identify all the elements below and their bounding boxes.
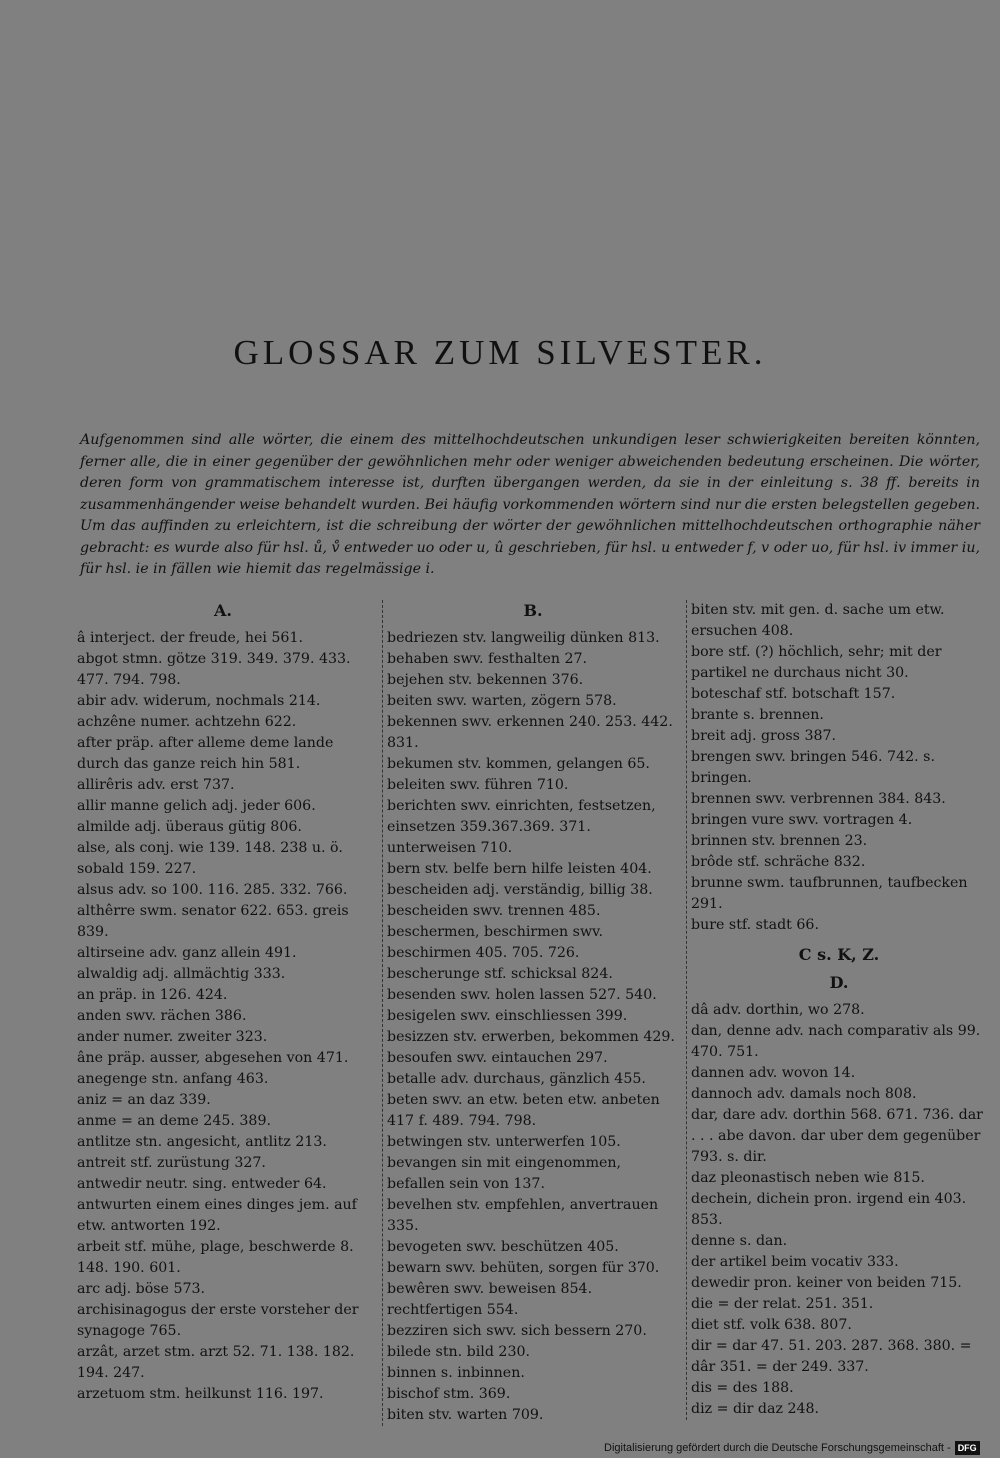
glossary-entry: dannen adv. wovon 14.	[691, 1065, 856, 1081]
glossary-entry: arzetuom stm. heilkunst 116. 197.	[77, 1386, 324, 1402]
glossary-entry: bewarn swv. behüten, sorgen für 370.	[387, 1260, 660, 1276]
glossary-entry: beten swv. an etw. beten etw. anbeten 417 f. 489. 794. 798.	[387, 1092, 660, 1129]
glossary-entry: arzât, arzet stm. arzt 52. 71. 138. 182. 194. 247.	[77, 1344, 355, 1381]
glossary-entry: achzêne numer. achtzehn 622.	[77, 714, 297, 730]
glossary-entry: diet stf. volk 638. 807.	[691, 1317, 852, 1333]
entry-list-b	[387, 628, 679, 1426]
glossary-entry: diz = dir daz 248.	[691, 1401, 820, 1417]
glossary-entry: bescheiden adj. verständig, billig 38.	[387, 882, 653, 898]
glossary-entry: beleiten swv. führen 710.	[387, 777, 569, 793]
glossary-entry: brinnen stv. brennen 23.	[691, 833, 868, 849]
glossary-entry: antlitze stn. angesicht, antlitz 213.	[77, 1134, 327, 1150]
glossary-entry: denne s. dan.	[691, 1233, 788, 1249]
glossary-entry: dechein, dichein pron. irgend ein 403. 853.	[691, 1191, 967, 1228]
glossary-entry: betwingen stv. unterwerfen 105.	[387, 1134, 621, 1150]
glossary-entry: bevangen sin mit eingenommen, befallen sein von 137.	[387, 1155, 622, 1192]
glossary-entry: die = der relat. 251. 351.	[691, 1296, 874, 1312]
glossary-entry: der artikel beim vocativ 333.	[691, 1254, 899, 1270]
glossary-entry: dir = dar 47. 51. 203. 287. 368. 380. = dâr 351. = der 249. 337.	[691, 1338, 972, 1375]
glossary-entry: anme = an deme 245. 389.	[77, 1113, 271, 1129]
glossary-entry: brunne swm. taufbrunnen, taufbecken 291.	[691, 875, 968, 912]
glossary-entry: bescherunge stf. schicksal 824.	[387, 966, 613, 982]
glossary-entry: biten stv. warten 709.	[387, 1407, 544, 1423]
glossary-entry: antreit stf. zurüstung 327.	[77, 1155, 266, 1171]
glossary-entry: altirseine adv. ganz allein 491.	[77, 945, 297, 961]
glossary-entry: brennen swv. verbrennen 384. 843.	[691, 791, 946, 807]
glossary-entry: aniz = an daz 339.	[77, 1092, 211, 1108]
glossary-entry: betalle adv. durchaus, gänzlich 455.	[387, 1071, 646, 1087]
entry-list-c-b	[691, 600, 987, 936]
intro-paragraph: Aufgenommen sind alle wörter, die einem des mittelhochdeutschen unkundigen leser schwierigkeiten bereiten könnten, ferner alle, die in einer gegenüber der gewöhnlichen mehr oder weniger abweichenden bedeutung erscheinen. Die wörter, deren form von grammatischem interesse ist, durften übergangen werden, da sie in der einleitung s. 38 ff. bereits in zusammenhängender weise behandelt wurden. Bei häufig vorkommenden wörtern sind nur die ersten belegstellen gegeben. Um das auffinden zu erleichtern, ist die schreibung der wörter der gewöhnlichen mittelhochdeutschen orthographie näher gebracht: es wurde also für hsl. ů, v̊ entweder uo oder u, û geschrieben, für hsl. u entweder f, v oder uo, für hsl. iv immer iu, für hsl. ie in fällen wie hiemit das regelmässige i.	[80, 432, 980, 577]
glossary-entry: bezziren sich swv. sich bessern 270.	[387, 1323, 647, 1339]
glossary-entry: binnen s. inbinnen.	[387, 1365, 525, 1381]
glossary-entry: beiten swv. warten, zögern 578.	[387, 693, 617, 709]
glossary-entry: bern stv. belfe bern hilfe leisten 404.	[387, 861, 652, 877]
glossary-entry: brante s. brennen.	[691, 707, 824, 723]
glossary-entry: allir manne gelich adj. jeder 606.	[77, 798, 316, 814]
glossary-entry: bringen vure swv. vortragen 4.	[691, 812, 913, 828]
glossary-entry: dan, denne adv. nach comparativ als 99. 470. 751.	[691, 1023, 981, 1060]
glossary-entry: dar, dare adv. dorthin 568. 671. 736. dar . . . abe davon. dar uber dem gegenüber 793. s. dir.	[691, 1107, 983, 1165]
glossary-entry: anden swv. rächen 386.	[77, 1008, 247, 1024]
glossary-column-b	[382, 600, 679, 1426]
glossary-entry: an präp. in 126. 424.	[77, 987, 228, 1003]
glossary-entry: âne präp. ausser, abgesehen von 471.	[77, 1050, 349, 1066]
glossary-entry: abir adv. widerum, nochmals 214.	[77, 693, 321, 709]
glossary-entry: bejehen stv. bekennen 376.	[387, 672, 584, 688]
glossary-entry: besoufen swv. eintauchen 297.	[387, 1050, 608, 1066]
glossary-entry: dâ adv. dorthin, wo 278.	[691, 1002, 865, 1018]
glossary-entry: bure stf. stadt 66.	[691, 917, 819, 933]
glossary-entry: daz pleonastisch neben wie 815.	[691, 1170, 925, 1186]
glossary-entry: â interject. der freude, hei 561.	[77, 630, 303, 646]
dfg-logo: DFG	[955, 1441, 980, 1455]
section-heading-a: A.	[214, 601, 232, 620]
glossary-entry: dannoch adv. damals noch 808.	[691, 1086, 917, 1102]
glossary-entry: bore stf. (?) höchlich, sehr; mit der partikel ne durchaus nicht 30.	[691, 644, 942, 681]
glossary-entry: boteschaf stf. botschaft 157.	[691, 686, 896, 702]
glossary-entry: althêrre swm. senator 622. 653. greis 839.	[77, 903, 349, 940]
glossary-entry: brengen swv. bringen 546. 742. s. bringen.	[691, 749, 935, 786]
glossary-entry: bekumen stv. kommen, gelangen 65.	[387, 756, 650, 772]
glossary-entry: bedriezen stv. langweilig dünken 813.	[387, 630, 660, 646]
glossary-entry: alsus adv. so 100. 116. 285. 332. 766.	[77, 882, 348, 898]
glossary-entry: bilede stn. bild 230.	[387, 1344, 531, 1360]
glossary-entry: alwaldig adj. allmächtig 333.	[77, 966, 286, 982]
glossary-entry: bevelhen stv. empfehlen, anvertrauen 335.	[387, 1197, 659, 1234]
glossary-entry: allirêris adv. erst 737.	[77, 777, 235, 793]
glossary-column-c	[686, 600, 987, 1420]
glossary-entry: arc adj. böse 573.	[77, 1281, 206, 1297]
glossary-entry: besigelen swv. einschliessen 399.	[387, 1008, 628, 1024]
glossary-entry: ander numer. zweiter 323.	[77, 1029, 268, 1045]
glossary-entry: almilde adj. überaus gütig 806.	[77, 819, 302, 835]
page-title: GLOSSAR ZUM SILVESTER.	[233, 333, 767, 372]
glossary-entry: besizzen stv. erwerben, bekommen 429.	[387, 1029, 675, 1045]
section-heading-c: C s. K, Z.	[798, 945, 880, 964]
glossary-entry: bescheiden swv. trennen 485.	[387, 903, 601, 919]
glossary-entry: breit adj. gross 387.	[691, 728, 837, 744]
glossary-entry: after präp. after alleme deme lande durch das ganze reich hin 581.	[77, 735, 334, 772]
glossary-entry: abgot stmn. götze 319. 349. 379. 433. 477. 794. 798.	[77, 651, 351, 688]
glossary-entry: bischof stm. 369.	[387, 1386, 511, 1402]
glossary-column-a	[77, 600, 369, 1405]
glossary-entry: dis = des 188.	[691, 1380, 794, 1396]
glossary-entry: berichten swv. einrichten, festsetzen, einsetzen 359.367.369. 371. unterweisen 710.	[387, 798, 656, 856]
entry-list-d	[691, 1000, 987, 1420]
glossary-entry: bewêren swv. beweisen 854. rechtfertigen 554.	[387, 1281, 593, 1318]
entry-list-a	[77, 628, 369, 1405]
section-heading-b: B.	[523, 601, 543, 620]
glossary-entry: beschermen, beschirmen swv. beschirmen 405. 705. 726.	[387, 924, 603, 961]
section-heading-d: D.	[829, 973, 849, 992]
glossary-entry: bekennen swv. erkennen 240. 253. 442. 831.	[387, 714, 673, 751]
glossary-entry: antwurten einem eines dinges jem. auf etw. antworten 192.	[77, 1197, 357, 1234]
glossary-entry: biten stv. mit gen. d. sache um etw. ersuchen 408.	[691, 602, 945, 639]
glossary-entry: arbeit stf. mühe, plage, beschwerde 8. 148. 190. 601.	[77, 1239, 354, 1276]
glossary-entry: brôde stf. schräche 832.	[691, 854, 866, 870]
glossary-entry: antwedir neutr. sing. entweder 64.	[77, 1176, 327, 1192]
glossary-entry: behaben swv. festhalten 27.	[387, 651, 588, 667]
glossary-entry: bevogeten swv. beschützen 405.	[387, 1239, 619, 1255]
glossary-entry: besenden swv. holen lassen 527. 540.	[387, 987, 657, 1003]
glossary-entry: archisinagogus der erste vorsteher der synagoge 765.	[77, 1302, 359, 1339]
footer-text: Digitalisierung gefördert durch die Deutsche Forschungsgemeinschaft -	[604, 1442, 951, 1454]
glossary-entry: alse, als conj. wie 139. 148. 238 u. ö. sobald 159. 227.	[77, 840, 343, 877]
glossary-entry: dewedir pron. keiner von beiden 715.	[691, 1275, 962, 1291]
footer-credit	[604, 1440, 994, 1456]
glossary-entry: anegenge stn. anfang 463.	[77, 1071, 269, 1087]
